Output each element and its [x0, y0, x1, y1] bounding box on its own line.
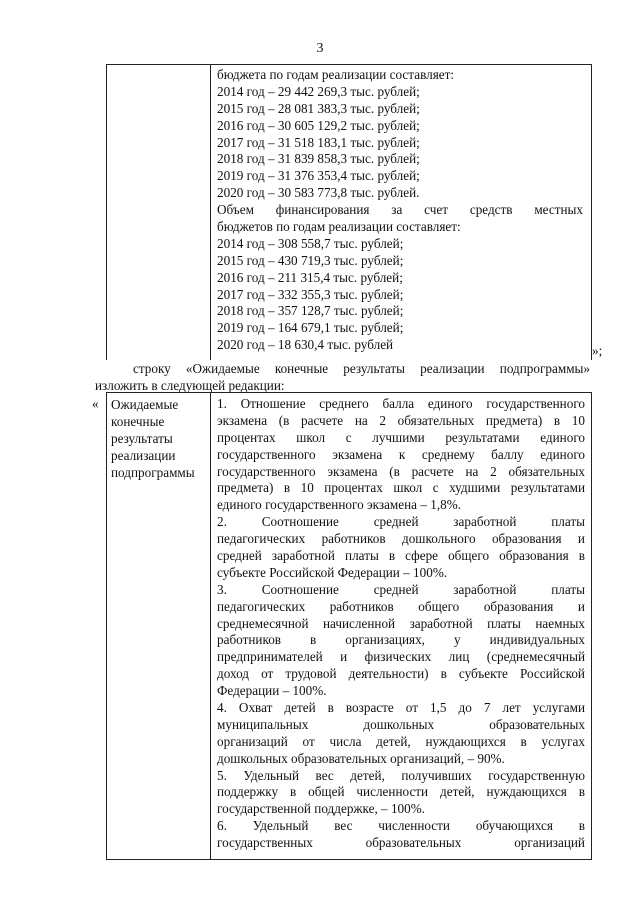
result-line: государственной поддержке, – 100%. — [217, 801, 426, 817]
result-line: субъекте Российской Федерации – 100%. — [217, 564, 448, 580]
financing-table-continuation — [106, 64, 592, 360]
result-line: 4. Охват детей в возрасте от 1,5 до 7 лет услугами — [217, 700, 585, 716]
year-line: 2017 год – 31 518 183,1 тыс. рублей; — [217, 134, 420, 150]
result-line: предмета) в 10 процентах школ с худшими результатами — [217, 480, 585, 496]
text-line: бюджета по годам реализации составляет: — [217, 67, 455, 82]
page-number: 3 — [316, 41, 324, 56]
year-line: 2020 год – 18 630,4 тыс. рублей — [217, 337, 394, 353]
result-line: педагогических работников общего образования и — [217, 598, 585, 614]
results-table — [106, 392, 592, 860]
result-line: 5. Удельный вес детей, получивших государственную — [217, 767, 585, 783]
result-line: среднемесячной начисленной заработной платы наемных — [217, 615, 585, 631]
financing-cell — [217, 67, 583, 354]
result-line: экзамена (в расчете на 2 обязательных предмета) в 10 — [217, 412, 585, 428]
result-line: поддержку в общей численности детей, нуждающихся в — [217, 784, 585, 800]
result-line: государственного экзамена (в расчете на 2 обязательных — [217, 463, 585, 479]
result-line: предпринимателей и физических лиц (среднемесячный — [217, 649, 585, 665]
result-line: единого государственного экзамена – 1,8%. — [217, 497, 461, 513]
result-line: педагогических работников дошкольного образования и — [217, 531, 585, 547]
year-line: 2014 год – 29 442 269,3 тыс. рублей; — [217, 83, 420, 99]
result-line: Федерации – 100%. — [217, 683, 327, 699]
year-line: 2016 год – 211 315,4 тыс. рублей; — [217, 269, 403, 285]
row-label-line: конечные — [111, 413, 165, 429]
opening-quote: « — [92, 396, 99, 411]
row-label-cell — [111, 397, 207, 481]
year-line: 2015 год – 28 081 383,3 тыс. рублей; — [217, 100, 420, 116]
result-line: процентах школ с лучшими результатами единого — [217, 429, 585, 445]
row-label-line: результаты — [111, 430, 173, 446]
result-line: 6. Удельный вес численности обучающихся в — [217, 818, 585, 834]
result-line: доход от трудовой деятельности) в субъекте Российской — [217, 666, 585, 682]
results-cell — [217, 396, 585, 852]
result-line: организаций от числа детей, нуждающихся в услугах — [217, 733, 585, 749]
year-line: 2019 год – 164 679,1 тыс. рублей; — [217, 320, 404, 336]
result-line: государственных образовательных организаций — [217, 835, 585, 851]
year-line: 2016 год – 30 605 129,2 тыс. рублей; — [217, 117, 420, 133]
row-label-line: Ожидаемые — [111, 397, 179, 412]
year-line: 2015 год – 430 719,3 тыс. рублей; — [217, 252, 404, 268]
year-line: 2017 год – 332 355,3 тыс. рублей; — [217, 286, 404, 302]
year-line: 2014 год – 308 558,7 тыс. рублей; — [217, 235, 404, 251]
year-line: 2019 год – 31 376 353,4 тыс. рублей; — [217, 168, 420, 184]
year-line: 2020 год – 30 583 773,8 тыс. рублей. — [217, 185, 420, 201]
year-line: 2018 год – 357 128,7 тыс. рублей; — [217, 303, 404, 319]
result-line: муниципальных дошкольных образовательных — [217, 716, 585, 732]
row-label-line: подпрограммы — [111, 464, 195, 480]
column-divider — [210, 65, 211, 360]
instruction-paragraph — [95, 361, 590, 395]
row-label-line: реализации — [111, 447, 176, 463]
result-line: 3. Соотношение средней заработной платы — [217, 581, 585, 597]
result-line: дошкольных образовательных организаций, – 90%. — [217, 750, 505, 766]
instruction-line: строку «Ожидаемые конечные результаты реализации подпрограммы» — [133, 361, 590, 376]
year-line: 2018 год – 31 839 858,3 тыс. рублей; — [217, 151, 420, 167]
text-line: бюджетов по годам реализации составляет: — [217, 219, 461, 235]
result-line: государственного экзамена к среднему баллу единого — [217, 446, 585, 462]
result-line: работников в организациях, у индивидуальных — [217, 632, 585, 648]
column-divider — [210, 393, 211, 859]
result-line: средней заработной платы в сфере общего образования в — [217, 548, 585, 564]
text-line: Объем финансирования за счет средств местных — [217, 202, 583, 218]
result-line: 1. Отношение среднего балла единого государственного — [217, 396, 585, 411]
instruction-line: изложить в следующей редакции: — [95, 377, 285, 393]
result-line: 2. Соотношение средней заработной платы — [217, 514, 585, 530]
closing-quote: »; — [592, 343, 603, 358]
